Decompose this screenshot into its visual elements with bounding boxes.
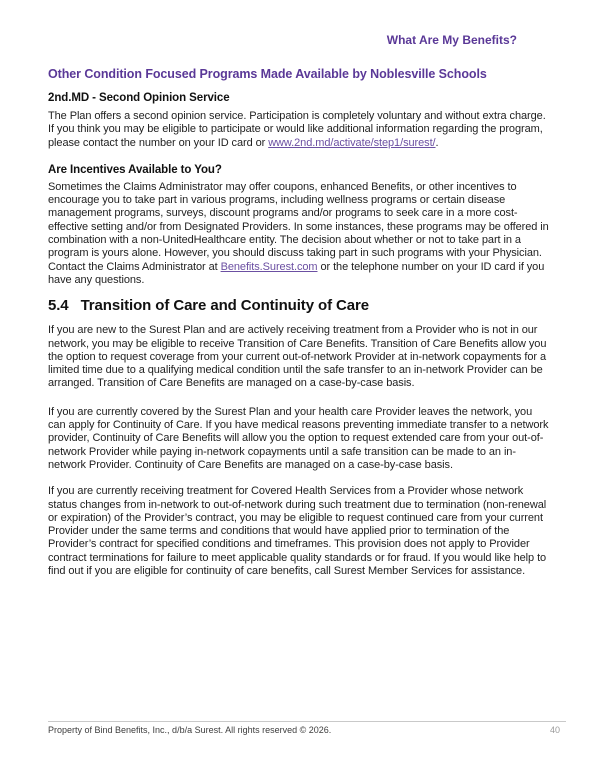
paragraph-text: or the telephone number on your ID card if you have any questions. xyxy=(48,260,545,286)
paragraph-text: Sometimes the Claims Administrator may offer coupons, enhanced Benefits, or other incentives to encourage you to take part in various programs, including wellness programs or certain disease management programs, surveys, discount programs and/or programs to seek care in a more cost-effective setting and/or from Designated Providers. In some instances, these programs may be offered in combination with a non-UnitedHealthcare entity. The decision about whether or not to take part in a program is yours alone. However, you should discuss taking part in such programs with your Physician. Contact the Claims Administrator at xyxy=(48,180,549,273)
page-content xyxy=(0,67,600,578)
section-number: 5.4 xyxy=(48,297,69,315)
running-header xyxy=(0,0,600,47)
subheading-incentives: Are Incentives Available to You? xyxy=(48,163,222,176)
page-number: 40 xyxy=(549,725,560,735)
paragraph-text: The Plan offers a second opinion service. Participation is completely voluntary and without extra charge. If you think you may be eligible to participate or would like additional information regarding the program, please contact the number on your ID card or xyxy=(48,110,546,149)
running-header-title: What Are My Benefits? xyxy=(386,33,517,47)
paragraph-second-opinion xyxy=(48,110,552,150)
page-footer xyxy=(48,721,566,736)
subheading-second-opinion-service: 2nd.MD - Second Opinion Service xyxy=(48,92,230,104)
paragraph-network-status-change: If you are currently receiving treatment for Covered Health Services from a Provider whose network status changes from in-network to out-of-network during such treatment due to termination (non-renewal or expiration) of the Provider’s contract, you may be eligible to request continued care from your current Provider under the same terms and conditions that would have applied prior to termination of the Provider’s contract for specified conditions and timeframes. This provision does not apply to Provider contract terminations for failure to meet applicable quality standards or for fraud. If you would like help to find out if you are eligible for continuity of care benefits, call Surest Member Services for assistance. xyxy=(48,485,547,578)
link-benefits-surest-com[interactable]: Benefits.Surest.com xyxy=(220,260,318,273)
footer-copyright: Property of Bind Benefits, Inc., d/b/a Surest. All rights reserved © 2026. xyxy=(48,725,332,735)
section-title: Transition of Care and Continuity of Care xyxy=(80,297,369,315)
link-2ndmd-activation-url[interactable]: www.2nd.md/activate/step1/surest/ xyxy=(268,136,436,149)
paragraph-text: . xyxy=(435,136,439,149)
paragraph-incentives xyxy=(48,181,552,287)
section-heading-transition-of-care xyxy=(48,297,552,315)
paragraph-transition-of-care: If you are new to the Surest Plan and are actively receiving treatment from a Provider who is not in our network, you may be eligible to receive Transition of Care Benefits. Transition of Care Benefits allow you the option to request coverage from your current out-of-network Provider at in-network copayments for a limited time due to a qualifying medical condition until the safe transfer to an in-network Provider can be arranged. Transition of Care Benefits are managed on a case-by-case basis. xyxy=(48,324,547,390)
paragraph-continuity-of-care: If you are currently covered by the Surest Plan and your health care Provider leaves the network, you can apply for Continuity of Care. If you have medical reasons preventing immediate transfer to a network provider, Continuity of Care Benefits will allow you the option to request extended care from your out-of-network Provider while paying in-network copayments until a safe transition can be made to an in-network Provider. Continuity of Care Benefits are managed on a case-by-case basis. xyxy=(48,405,549,471)
section-heading-other-programs: Other Condition Focused Programs Made Available by Noblesville Schools xyxy=(48,67,487,81)
